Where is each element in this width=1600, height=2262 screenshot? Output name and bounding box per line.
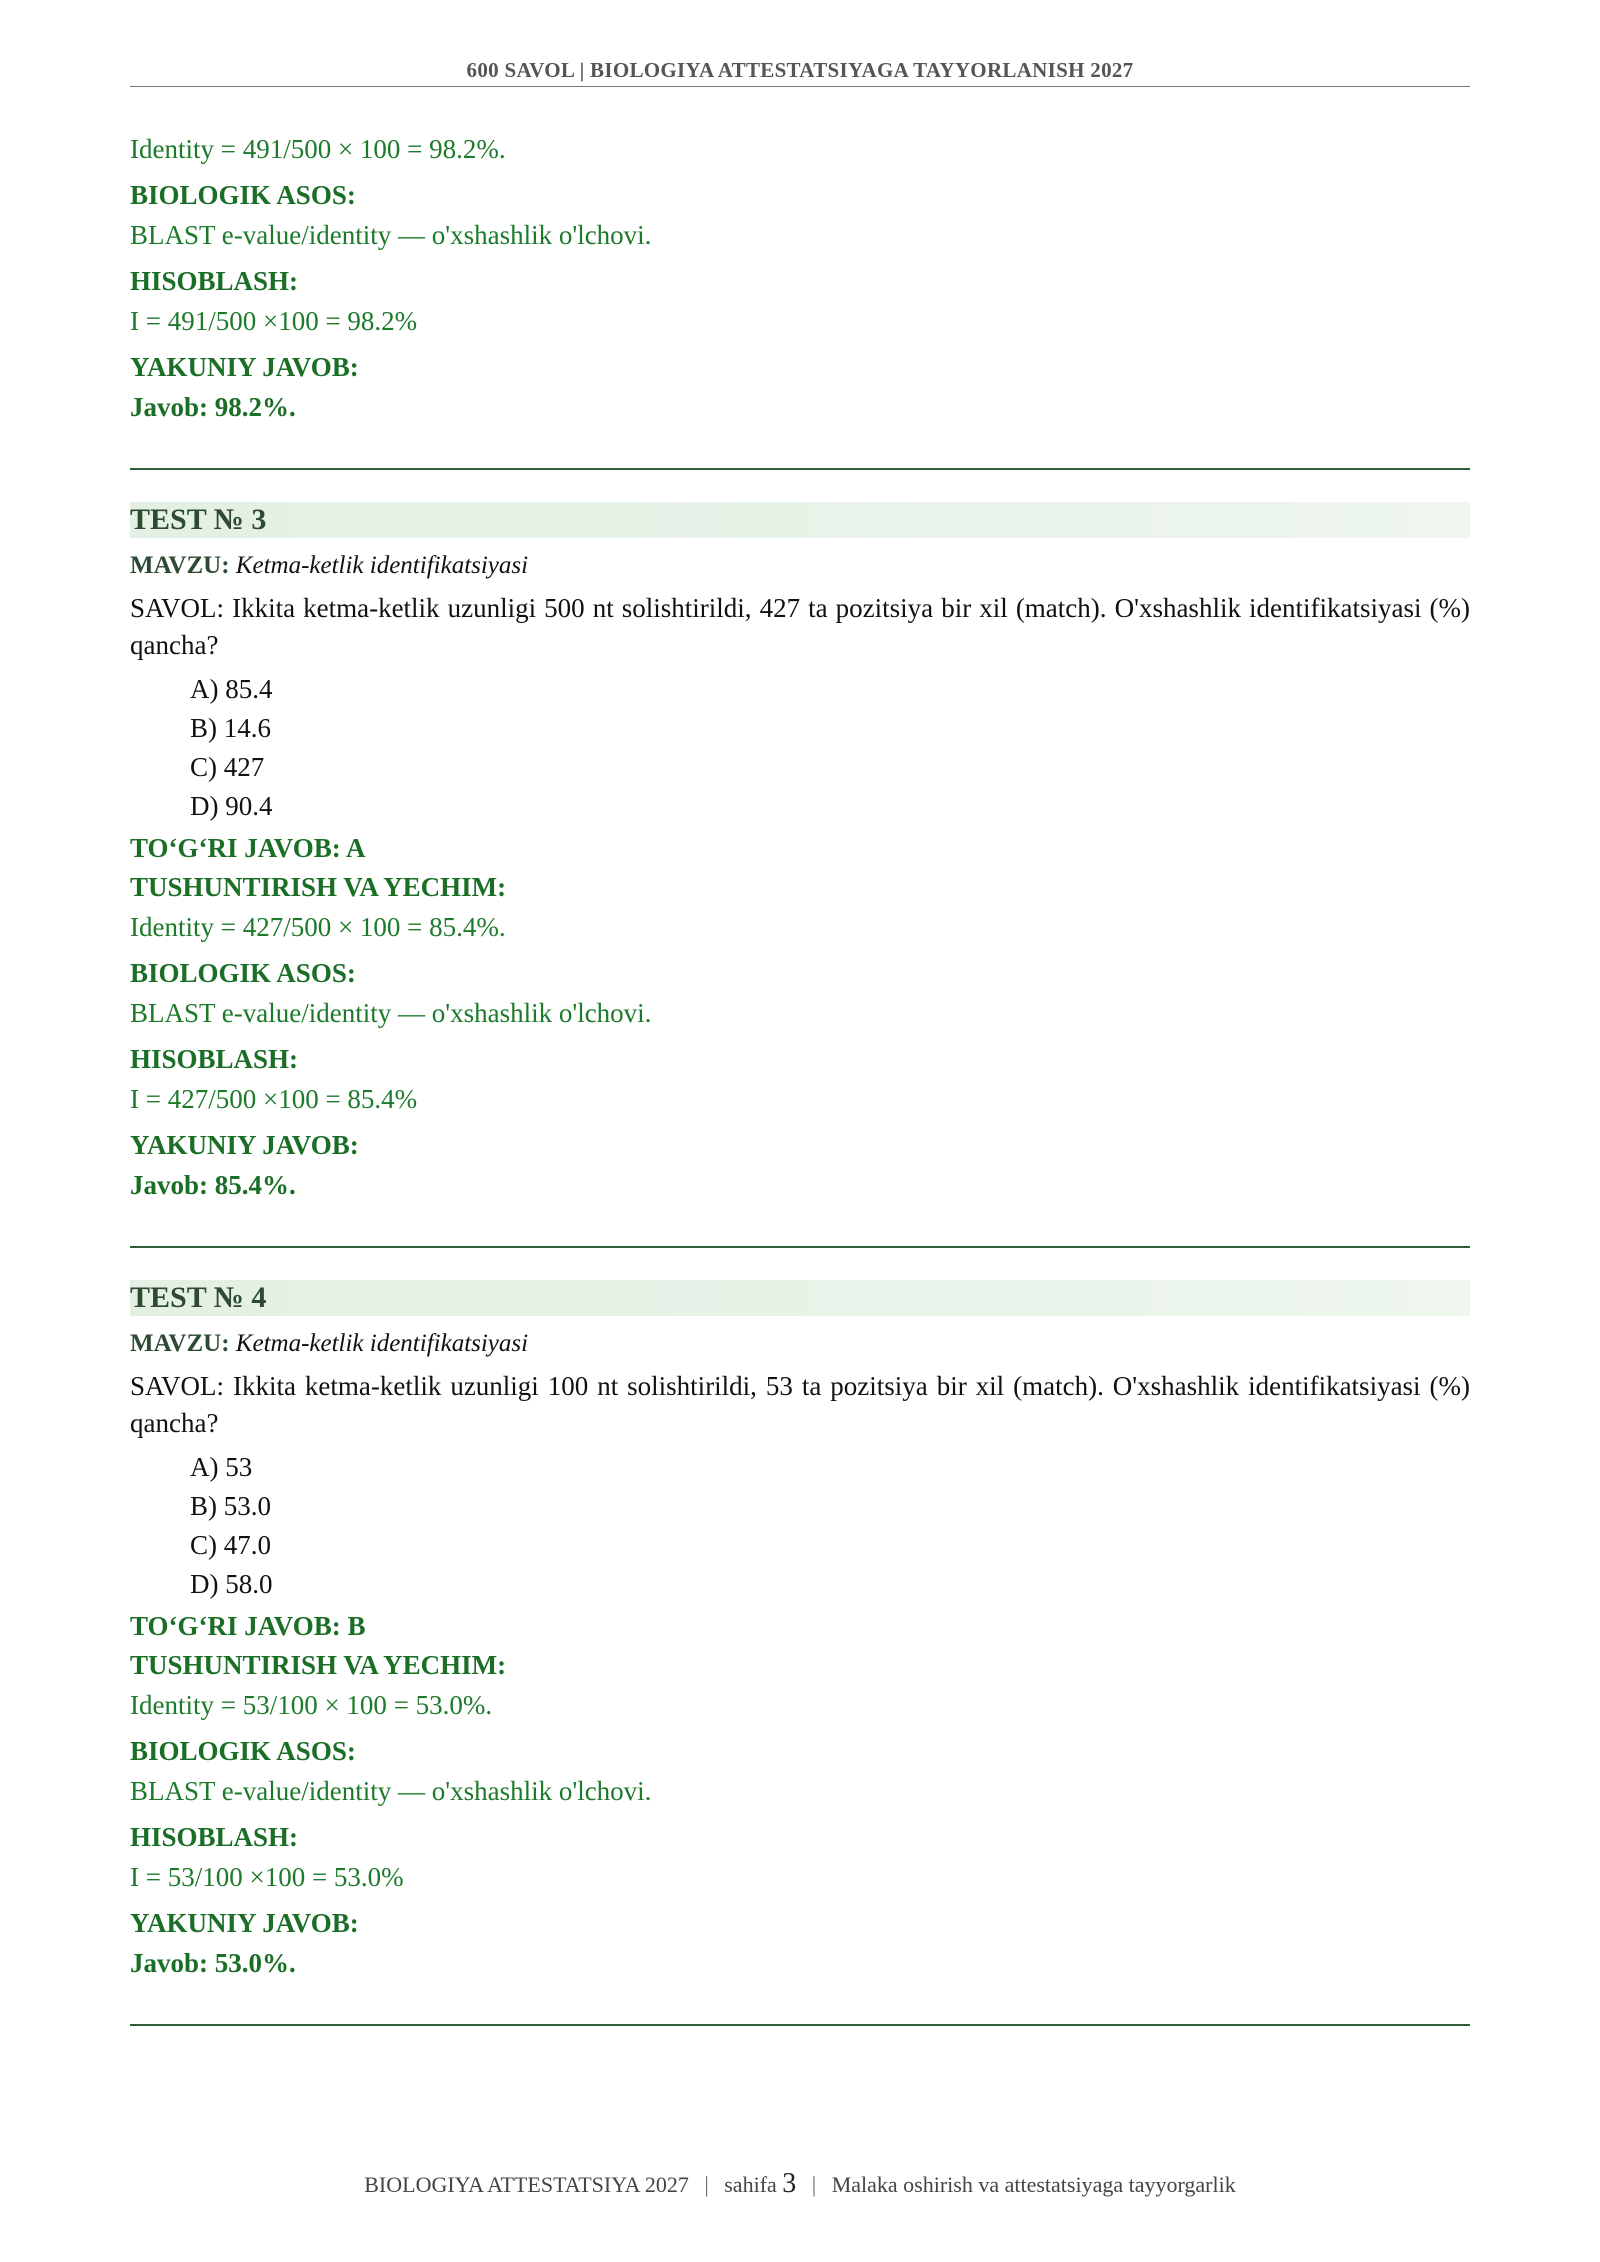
- page-footer: [130, 2168, 1470, 2200]
- calc-text: I = 491/500 ×100 = 98.2%: [130, 306, 418, 336]
- final-label: YAKUNIY JAVOB:: [130, 352, 359, 382]
- final-answer: Javob: 85.4%.: [130, 1170, 296, 1200]
- option-a: A) 85.4: [190, 674, 273, 704]
- basis-text: BLAST e-value/identity — o'xshashlik o'lchovi.: [130, 998, 652, 1028]
- option-b: B) 14.6: [190, 713, 271, 743]
- page-content: [130, 130, 1470, 2058]
- basis-text: BLAST e-value/identity — o'xshashlik o'lchovi.: [130, 220, 652, 250]
- final-answer: Javob: 98.2%.: [130, 392, 296, 422]
- calc-label: HISOBLASH:: [130, 1044, 299, 1074]
- page-number: 3: [782, 2168, 797, 2199]
- basis-label: BIOLOGIK ASOS:: [130, 180, 356, 210]
- explain-label: TUSHUNTIRISH VA YECHIM:: [130, 1650, 507, 1680]
- final-label: YAKUNIY JAVOB:: [130, 1908, 359, 1938]
- topic-label: MAVZU:: [130, 552, 230, 579]
- option-c: C) 47.0: [190, 1530, 271, 1560]
- final-answer: Javob: 53.0%.: [130, 1948, 296, 1978]
- footer-separator: |: [704, 2172, 709, 2197]
- test-title: TEST № 3: [130, 502, 1470, 538]
- options-list: [190, 670, 1470, 826]
- section-divider: [130, 1246, 1470, 1248]
- calc-text: I = 427/500 ×100 = 85.4%: [130, 1084, 418, 1114]
- option-a: A) 53: [190, 1452, 253, 1482]
- solution-text: Identity = 53/100 × 100 = 53.0%.: [130, 1690, 493, 1720]
- section-divider: [130, 468, 1470, 470]
- basis-text: BLAST e-value/identity — o'xshashlik o'lchovi.: [130, 1776, 652, 1806]
- calc-text: I = 53/100 ×100 = 53.0%: [130, 1862, 404, 1892]
- basis-label: BIOLOGIK ASOS:: [130, 958, 356, 988]
- correct-answer: TO‘G‘RI JAVOB: B: [130, 1611, 366, 1641]
- test-title: TEST № 4: [130, 1280, 1470, 1316]
- question-text: SAVOL: Ikkita ketma-ketlik uzunligi 100 nt solishtirildi, 53 ta pozitsiya bir xil (match). O'xshashlik identifikatsiyasi (%) qancha?: [130, 1371, 1470, 1438]
- solution-text: Identity = 491/500 × 100 = 98.2%.: [130, 134, 506, 164]
- section-divider: [130, 2024, 1470, 2026]
- solution-text: Identity = 427/500 × 100 = 85.4%.: [130, 912, 506, 942]
- correct-answer: TO‘G‘RI JAVOB: A: [130, 833, 366, 863]
- calc-label: HISOBLASH:: [130, 1822, 299, 1852]
- option-b: B) 53.0: [190, 1491, 271, 1521]
- basis-label: BIOLOGIK ASOS:: [130, 1736, 356, 1766]
- test-block: [130, 1280, 1470, 1982]
- footer-subtitle: Malaka oshirish va attestatsiyaga tayyorgarlik: [831, 2172, 1236, 2197]
- topic-line: [130, 548, 1470, 584]
- topic-label: MAVZU:: [130, 1330, 230, 1357]
- explain-label: TUSHUNTIRISH VA YECHIM:: [130, 872, 507, 902]
- header-rule: [130, 86, 1470, 87]
- option-c: C) 427: [190, 752, 265, 782]
- footer-page-label: sahifa: [724, 2172, 777, 2197]
- final-label: YAKUNIY JAVOB:: [130, 1130, 359, 1160]
- option-d: D) 58.0: [190, 1569, 273, 1599]
- question-text: SAVOL: Ikkita ketma-ketlik uzunligi 500 nt solishtirildi, 427 ta pozitsiya bir xil (match). O'xshashlik identifikatsiyasi (%) qancha?: [130, 593, 1470, 660]
- calc-label: HISOBLASH:: [130, 266, 299, 296]
- footer-separator: |: [811, 2172, 817, 2197]
- option-d: D) 90.4: [190, 791, 273, 821]
- topic-value: Ketma-ketlik identifikatsiyasi: [235, 1330, 529, 1357]
- previous-test-continuation: [130, 130, 1470, 426]
- topic-value: Ketma-ketlik identifikatsiyasi: [235, 552, 529, 579]
- running-header: 600 SAVOL | BIOLOGIYA ATTESTATSIYAGA TAYYORLANISH 2027: [466, 58, 1134, 82]
- test-block: [130, 502, 1470, 1204]
- topic-line: [130, 1326, 1470, 1362]
- footer-title: BIOLOGIYA ATTESTATSIYA 2027: [364, 2172, 689, 2197]
- options-list: [190, 1448, 1470, 1604]
